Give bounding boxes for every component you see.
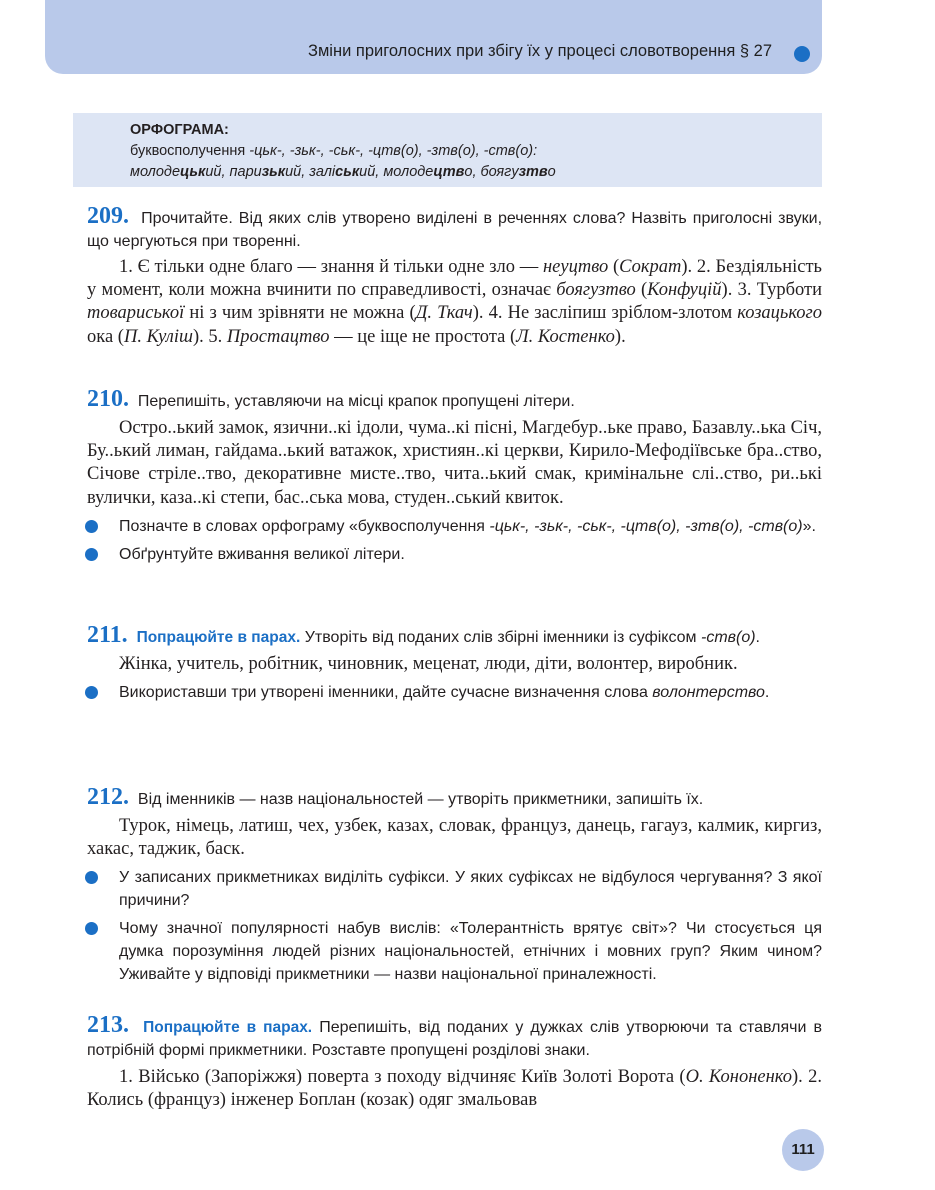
page-number: 111 <box>782 1129 824 1171</box>
bullet-icon <box>85 548 98 561</box>
exercise-213-text: 1. Військо (Запоріжжя) поверта з походу відчиняє Київ Золоті Ворота (О. Кононенко). 2. Колись (француз) інженер Боплан (козак) одяг змальовав <box>87 1067 822 1111</box>
exercise-211-task: 211. Попрацюйте в парах. Утворіть від поданих слів збірні іменники із суфіксом -ств(о). <box>87 622 760 648</box>
exercise-211-text: Жінка, учитель, робітник, чиновник, меценат, люди, діти, волонтер, виробник. <box>119 654 738 674</box>
header-dot-icon <box>794 46 810 62</box>
page-header <box>45 0 822 74</box>
exercise-209-text: 1. Є тільки одне благо — знання й тільки одне зло — неуцтво (Сократ). 2. Бездіяльність у момент, коли можна вчинити по справедливості, означає боягузтво (Конфуцій). 3. Турботи товариської ні з чим зрівняти не можна (Д. Ткач). 4. Не засліпиш зріблом-злотом козацького ока (П. Куліш). 5. Простацтво — це іще не простота (Л. Костенко). <box>87 257 823 347</box>
bullet-icon <box>85 520 98 533</box>
exercise-213-task: 213. Попрацюйте в парах. Перепишіть, від поданих у дужках слів утворюючи та ставлячи в потрібній формі прикметники. Розставте пропущені розділові знаки. <box>87 1012 822 1059</box>
exercise-210-bullet-1: Позначте в словах орфограму «буквосполучення -цьк-, -зьк-, -ськ-, -цтв(о), -зтв(о), -ств(о)». <box>87 515 822 538</box>
exercise-210-bullet-2: Обґрунтуйте вживання великої літери. <box>87 543 822 566</box>
exercise-212 <box>87 786 822 986</box>
exercise-210 <box>87 388 822 566</box>
header-title: Зміни приголосних при збігу їх у процесі словотворення § 27 <box>308 42 772 60</box>
exercise-212-bullet-2: Чому значної популярності набув вислів: «Толерантність врятує світ»? Чи стосується ця думка порозуміння людей різних національностей, етнічних і мовних груп? Яким чином? Уживайте у відповіді прикметники — назви національної приналежності. <box>87 917 822 986</box>
exercise-211-bullet-1: Використавши три утворені іменники, дайте сучасне визначення слова волонтерство. <box>87 681 822 704</box>
exercise-212-text: Турок, німець, латиш, чех, узбек, казах, словак, француз, данець, гагауз, калмик, киргиз, хакас, таджик, баск. <box>87 816 822 860</box>
orthogram-rule: буквосполучення -цьк-, -зьк-, -ськ-, -цтв(о), -зтв(о), -ств(о): <box>130 143 538 159</box>
orthogram-content <box>130 120 556 183</box>
exercise-211 <box>87 624 822 704</box>
exercise-213 <box>87 1014 822 1112</box>
exercise-209 <box>87 205 822 349</box>
orthogram-examples: молодецький, паризький, заліський, молодецтво, боягузтво <box>130 164 556 180</box>
exercise-210-text: Остро..ький замок, язични..кі ідоли, чума..кі пісні, Магдебур..ьке право, Базавлу..ька Січ, Бу..ький лиман, гайдама..ький ватажок, християн..кі церкви, Кирило-Мефодіївське бра..ство, Січове стріле..тво, декоративне мисте..тво, чита..ький смак, кримінальне слі..ство, ри..ькі вулички, каза..кі степи, бас..ська мова, студен..ський квиток. <box>87 418 822 508</box>
orthogram-box <box>73 113 822 187</box>
exercise-212-task: 212. Від іменників — назв національностей — утворіть прикметники, запишіть їх. <box>87 784 704 810</box>
exercise-210-task: 210. Перепишіть, уставляючи на місці крапок пропущені літери. <box>87 386 575 412</box>
exercise-212-bullet-1: У записаних прикметниках виділіть суфікси. У яких суфіксах не відбулося чергування? З якої причини? <box>87 866 822 912</box>
exercise-209-task: 209. Прочитайте. Від яких слів утворено виділені в реченнях слова? Назвіть приголосні звуки, що чергуються при творенні. <box>87 203 823 250</box>
orthogram-title: ОРФОГРАМА: <box>130 122 229 138</box>
